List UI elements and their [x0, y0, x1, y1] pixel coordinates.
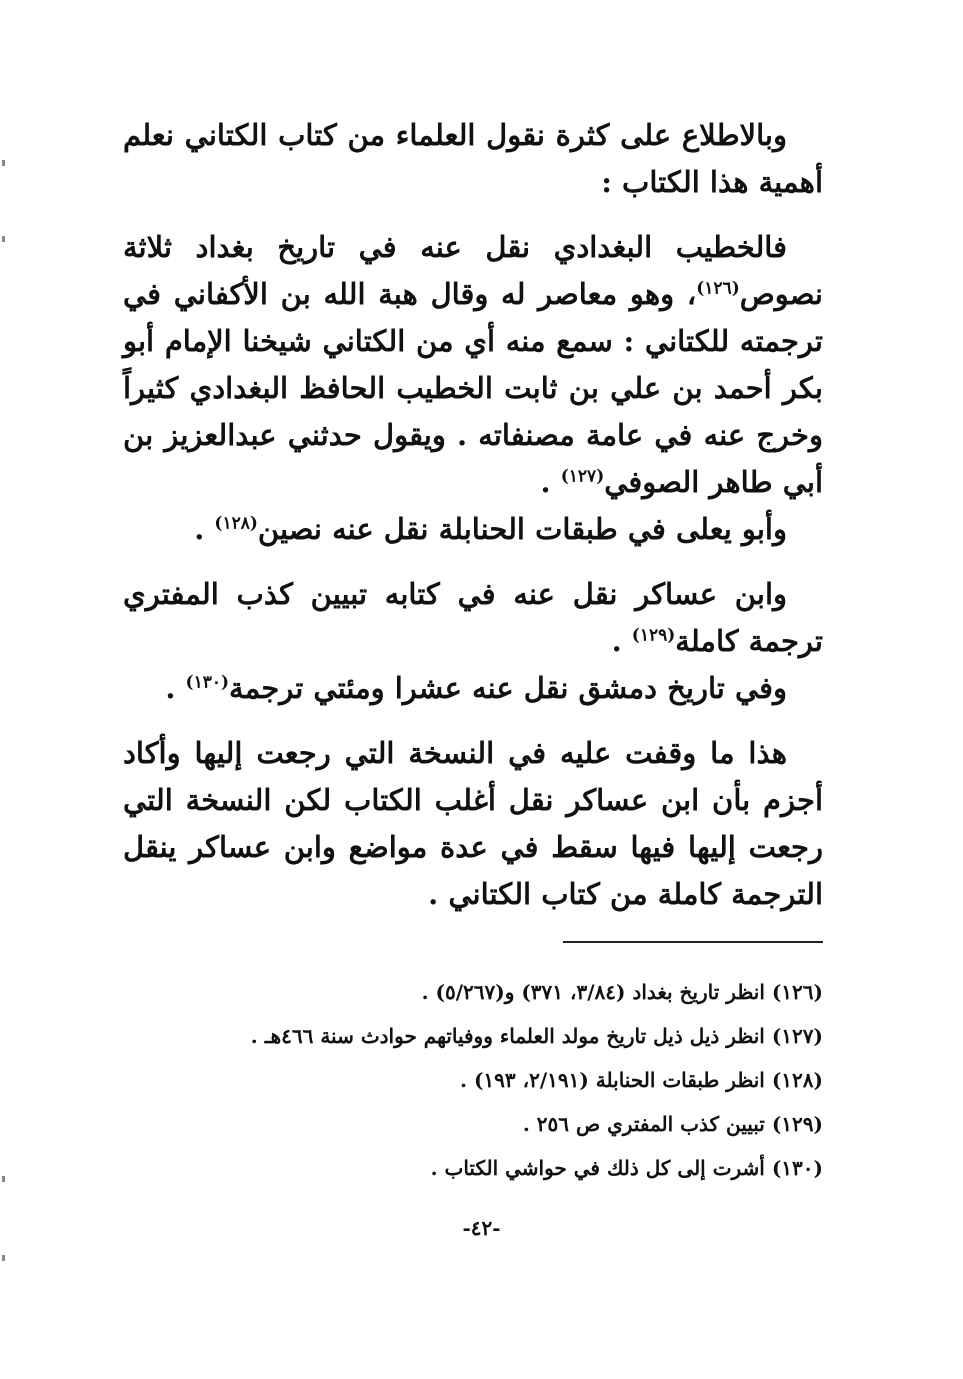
footnote-130: (١٣٠) أشرت إلى كل ذلك في حواشي الكتاب .: [430, 1156, 823, 1180]
footnote-ref-127[interactable]: (١٢٧): [560, 466, 605, 487]
footnote-separator: [563, 941, 823, 943]
footnote-ref-129[interactable]: (١٢٩): [631, 625, 676, 646]
footnote-127: (١٢٧) انظر ذيل ذيل تاريخ مولد العلماء ووفياتهم حوادث سنة ٤٦٦هـ .: [250, 1024, 823, 1048]
paragraph-text: وابن عساكر نقل عنه في كتابه تبيين كذب المفتري ترجمة كاملة: [123, 577, 823, 658]
paragraph-text: وبالاطلاع على كثرة نقول العلماء من كتاب الكتاني نعلم أهمية هذا الكتاب :: [123, 118, 823, 199]
paragraph-text: .: [165, 671, 186, 705]
paragraph-text: ، وهو معاصر له وقال هبة الله بن الأكفاني في ترجمته للكتاني : سمع منه أي من الكتاني شيخنا الإمام أبو بكر أحمد بن علي بن ثابت الخطيب الحافظ البغدادي كثيراً وخرج عنه في عامة مصنفاته . ويقول حدثني عبدالعزيز بن أبي طاهر الصوفي: [123, 277, 823, 499]
scan-margin-mark: [2, 1255, 5, 1261]
footnote-ref-130[interactable]: (١٣٠): [185, 672, 230, 693]
paragraph-text: .: [194, 512, 215, 546]
paragraph-text: .: [611, 624, 632, 658]
paragraph-text: وأبو يعلى في طبقات الحنابلة نقل عنه نصين: [257, 512, 787, 546]
paragraph-text: فالخطيب البغدادي نقل عنه في تاريخ بغداد ثلاثة نصوص: [123, 230, 823, 311]
footnote-ref-128[interactable]: (١٢٨): [214, 513, 258, 534]
footnote-129: (١٢٩) تبيين كذب المفتري ص ٢٥٦ .: [522, 1112, 823, 1136]
main-text: [123, 112, 823, 918]
paragraph-tarikh-dimashq: [123, 665, 823, 712]
paragraph-text: وفي تاريخ دمشق نقل عنه عشرا ومئتي ترجمة: [229, 671, 787, 705]
paragraph-ibn-asakir: [123, 571, 823, 665]
paragraph-abu-yala: [123, 506, 823, 553]
page-number: -٤٢-: [462, 1216, 501, 1240]
footnote-ref-126[interactable]: (١٢٦): [696, 278, 740, 299]
scan-margin-mark: [2, 236, 5, 242]
paragraph-conclusion: [123, 730, 823, 918]
footnote-126: (١٢٦) انظر تاريخ بغداد (٣/٨٤، ٣٧١) و(٥/٢٦٧) .: [421, 980, 823, 1004]
scan-margin-mark: [2, 1176, 5, 1182]
footnotes: [203, 970, 823, 1190]
footnote-128: (١٢٨) انظر طبقات الحنابلة (٢/١٩١، ١٩٣) .: [460, 1068, 823, 1092]
paragraph-importance: [123, 112, 823, 206]
scan-margin-mark: [2, 160, 5, 166]
paragraph-text: هذا ما وقفت عليه في النسخة التي رجعت إليها وأكاد أجزم بأن ابن عساكر نقل أغلب الكتاب لكن النسخة التي رجعت إليها فيها سقط في عدة مواضع وابن عساكر ينقل الترجمة كاملة من كتاب الكتاني .: [123, 736, 823, 911]
paragraph-khatib: [123, 224, 823, 506]
paragraph-text: .: [540, 465, 561, 499]
